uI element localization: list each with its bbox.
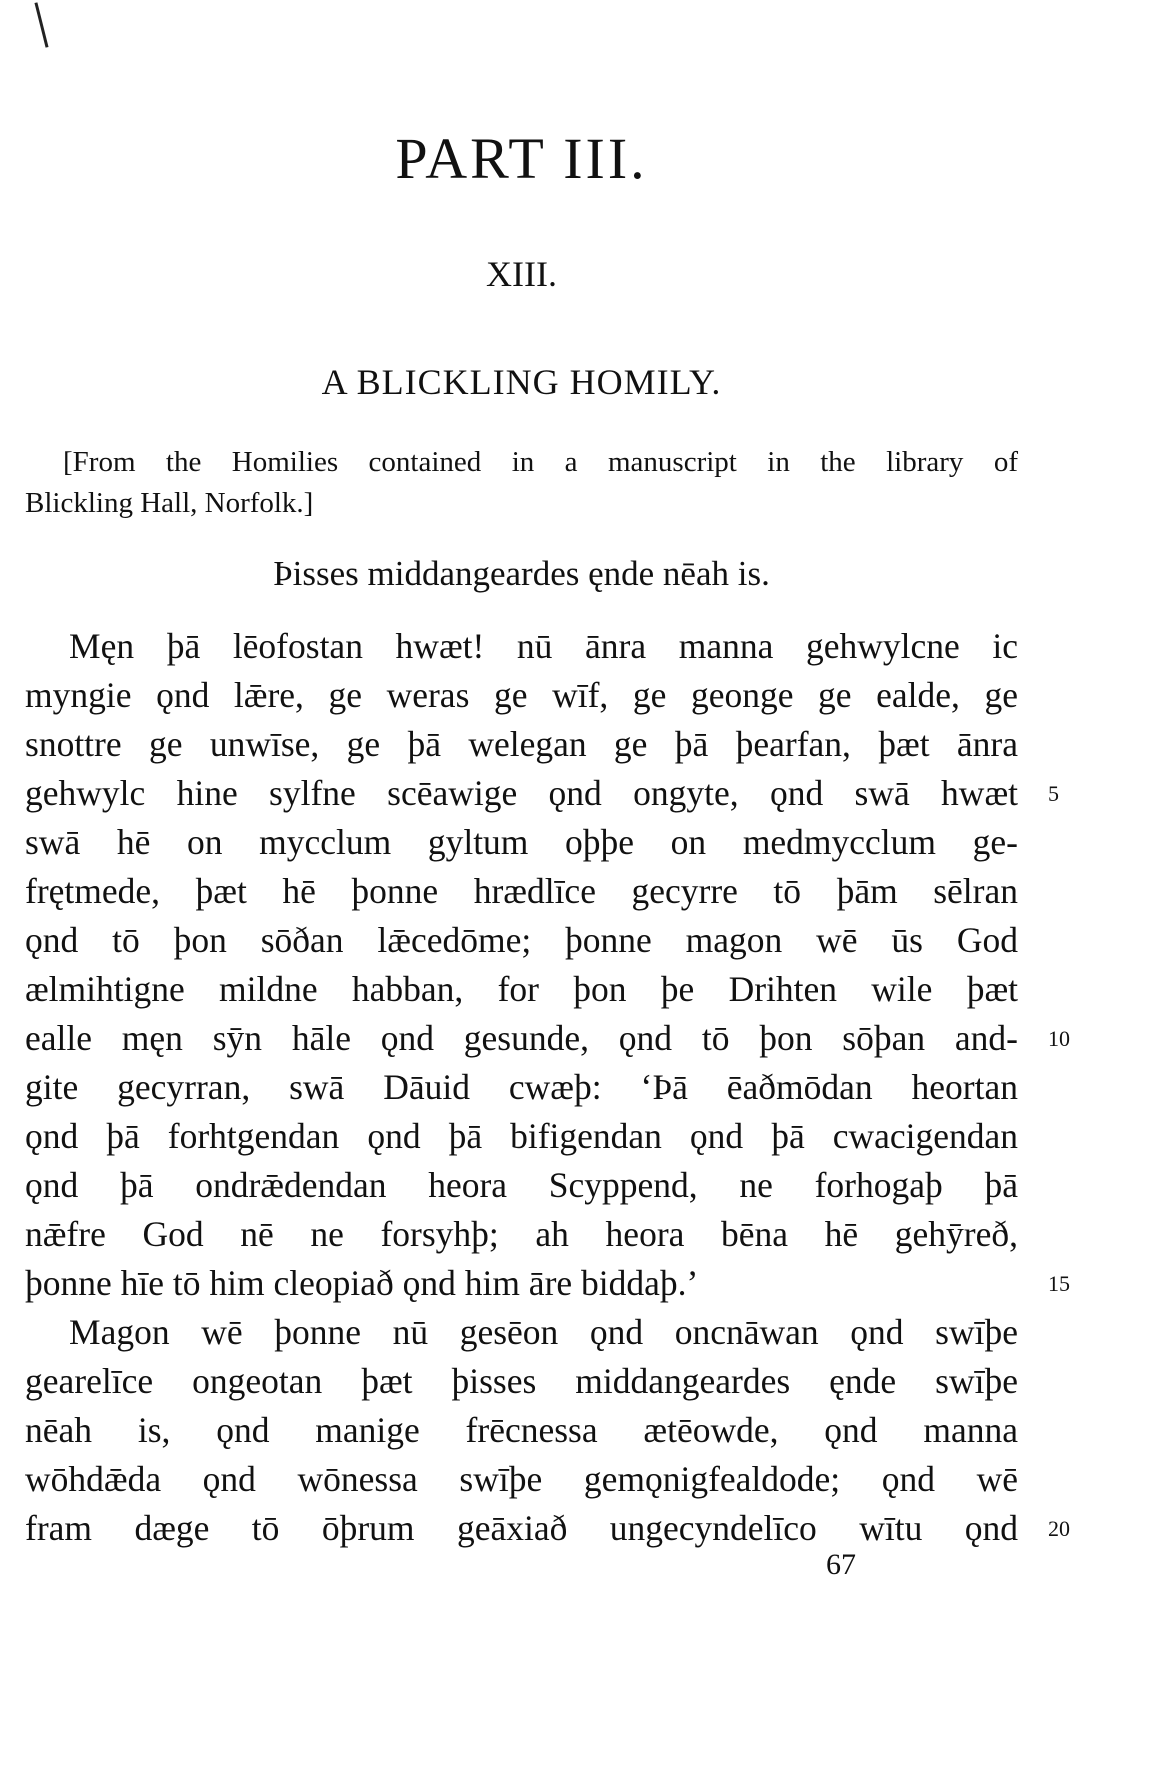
text-line: gearelīce ongeotan þæt þisses middangeardes ęnde swīþe [25,1361,1018,1401]
text-line: frętmede, þæt hē þonne hrædlīce gecyrre tō þām sēlran [25,871,1018,911]
text-line: þonne hīe tō him cleopiað ǫnd him āre biddaþ.’ [25,1263,699,1303]
text-line: gite gecyrran, swā Dāuid cwæþ: ‘Þā ēaðmōdan heortan [25,1067,1018,1107]
text-line: myngie ǫnd lǣre, ge weras ge wīf, ge geonge ge ealde, ge [25,675,1018,715]
page-number: 67 [826,1548,856,1581]
text-line: nǣfre God nē ne forsyhþ; ah heora bēna hē gehȳreð, [25,1214,1018,1254]
line-number: 20 [1048,1516,1070,1541]
text-line: ǫnd þā ondrǣdendan heora Scyppend, ne forhogaþ þā [25,1165,1018,1205]
text-line: ǫnd þā forhtgendan ǫnd þā bifigendan ǫnd þā cwacigendan [25,1116,1018,1156]
text-line: nēah is, ǫnd manige frēcnessa ætēowde, ǫnd manna [25,1410,1018,1450]
section-title: A BLICKLING HOMILY. [321,362,722,402]
section-number: XIII. [486,254,557,294]
text-line: Magon wē þonne nū gesēon ǫnd oncnāwan ǫnd swīþe [69,1312,1018,1352]
text-line: swā hē on mycclum gyltum oþþe on medmycclum ge- [25,822,1018,862]
source-note-line-2: Blickling Hall, Norfolk.] [25,487,314,519]
text-line: gehwylc hine sylfne scēawige ǫnd ongyte, ǫnd swā hwæt [25,773,1018,813]
text-line: ælmihtigne mildne habban, for þon þe Drihten wile þæt [25,969,1018,1009]
text-line: ealle męn sȳn hāle ǫnd gesunde, ǫnd tō þon sōþan and- [25,1018,1018,1058]
text-line: ǫnd tō þon sōðan lǣcedōme; þonne magon wē ūs God [25,920,1018,960]
line-number: 10 [1048,1026,1070,1051]
text-line: snottre ge unwīse, ge þā welegan ge þā þearfan, þæt ānra [25,724,1018,764]
stray-pen-mark [34,2,48,47]
text-line: Męn þā lēofostan hwæt! nū ānra manna gehwylcne ic [69,626,1018,666]
line-number: 5 [1048,781,1059,806]
text-line: wōhdǣda ǫnd wōnessa swīþe gemǫnigfealdode; ǫnd wē [25,1459,1018,1499]
source-note-line-1: [From the Homilies contained in a manuscript in the library of [63,446,1018,478]
subheading: Þisses middangeardes ęnde nēah is. [273,554,770,593]
text-line: fram dæge tō ōþrum geāxiað ungecyndelīco wītu ǫnd [25,1508,1018,1548]
line-number: 15 [1048,1271,1070,1296]
part-title: PART III. [395,126,648,191]
